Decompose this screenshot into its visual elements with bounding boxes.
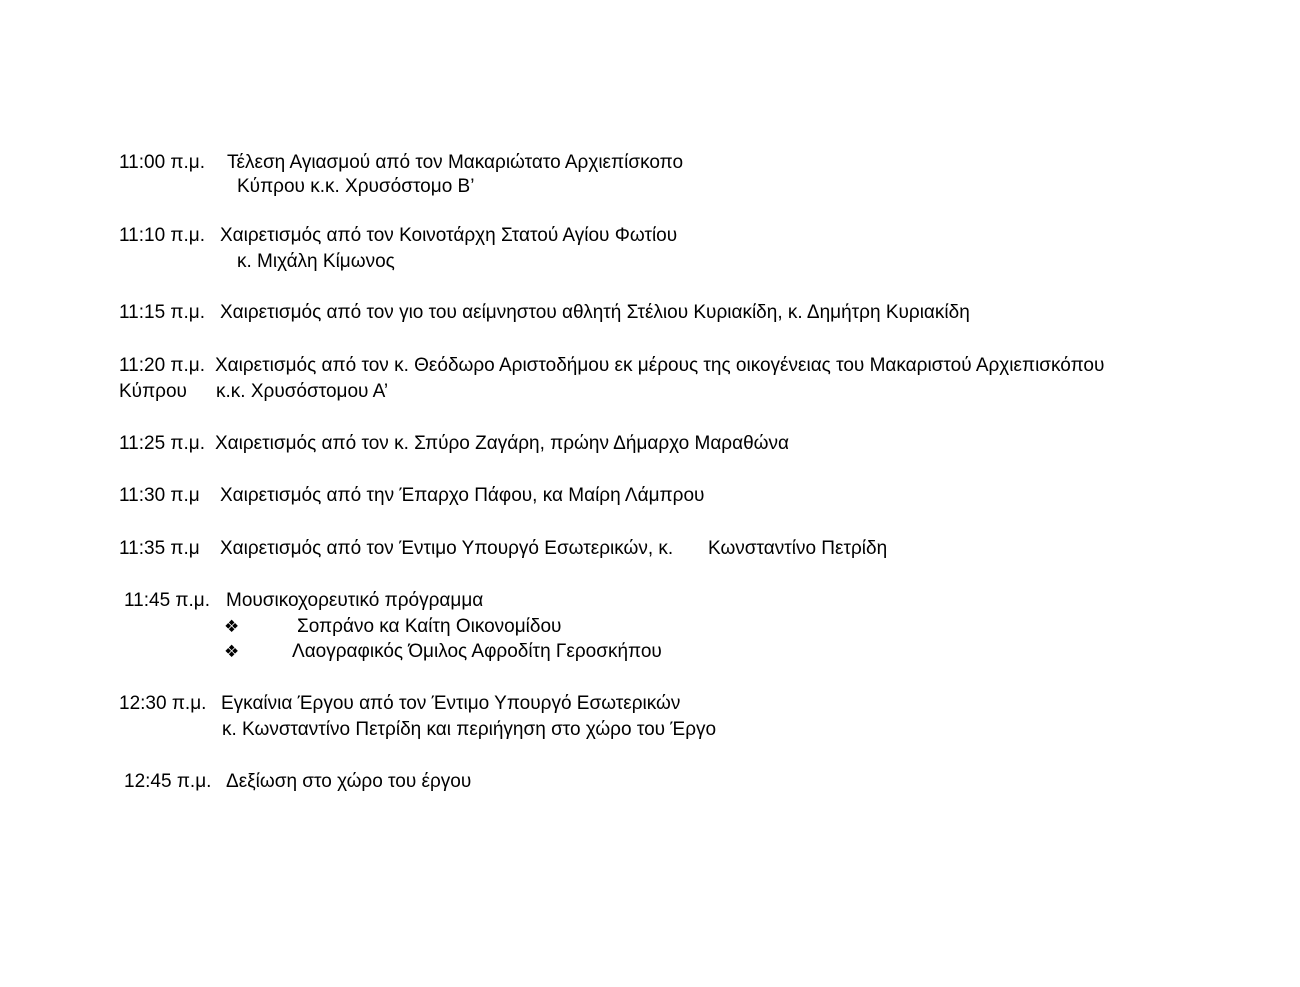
item-cont-1120-a: Κύπρου: [119, 381, 187, 402]
item-cont-1230: κ. Κωνσταντίνο Πετρίδη και περιήγηση στο χώρο του Έργο: [222, 719, 717, 740]
item-cont-1120-b: κ.κ. Χρυσόστομου Α’: [216, 381, 389, 402]
time-1125: 11:25 π.μ.: [119, 433, 206, 454]
item-text-1125: Χαιρετισμός από τον κ. Σπύρο Ζαγάρη, πρώην Δήμαρχο Μαραθώνα: [215, 433, 789, 454]
item-text-1145: Μουσικοχορευτικό πρόγραμμα: [226, 590, 484, 611]
time-1230: 12:30 π.μ.: [119, 693, 207, 714]
bullet-item-folklore: Λαογραφικός Όμιλος Αφροδίτη Γεροσκήπου: [292, 641, 662, 662]
time-1100: 11:00 π.μ.: [119, 152, 206, 173]
bullet-diamond-icon: ❖: [224, 617, 240, 636]
item-text-1100: Τέλεση Αγιασμού από τον Μακαριώτατο Αρχιεπίσκοπο: [227, 152, 684, 173]
time-1110: 11:10 π.μ.: [119, 225, 206, 246]
time-1130: 11:30 π.μ: [119, 485, 200, 506]
item-text-1135-name: Κωνσταντίνο Πετρίδη: [708, 538, 888, 559]
item-cont-1100: Κύπρου κ.κ. Χρυσόστομο Β’: [237, 176, 475, 197]
item-text-1120: Χαιρετισμός από τον κ. Θεόδωρο Αριστοδήμου εκ μέρους της οικογένειας του Μακαριστού Αρχιεπισκόπου: [215, 355, 1105, 376]
item-cont-1110: κ. Μιχάλη Κίμωνος: [237, 251, 395, 272]
item-text-1135: Χαιρετισμός από τον Έντιμο Υπουργό Εσωτερικών, κ.: [220, 538, 674, 559]
item-text-1110: Χαιρετισμός από τον Κοινοτάρχη Στατού Αγίου Φωτίου: [220, 225, 678, 246]
time-1115: 11:15 π.μ.: [119, 302, 206, 323]
item-text-1245: Δεξίωση στο χώρο του έργου: [226, 771, 472, 792]
bullet-item-soprano: Σοπράνο κα Καίτη Οικονομίδου: [297, 616, 562, 637]
bullet-diamond-icon: ❖: [224, 642, 240, 661]
time-1145: 11:45 π.μ.: [124, 590, 211, 611]
item-text-1130: Χαιρετισμός από την Έπαρχο Πάφου, κα Μαίρη Λάμπρου: [220, 485, 705, 506]
item-text-1115: Χαιρετισμός από τον γιο του αείμνηστου αθλητή Στέλιου Κυριακίδη, κ. Δημήτρη Κυριακίδη: [220, 302, 970, 323]
time-1120: 11:20 π.μ.: [119, 355, 206, 376]
item-text-1230: Εγκαίνια Έργου από τον Έντιμο Υπουργό Εσωτερικών: [221, 693, 681, 714]
time-1245: 12:45 π.μ.: [124, 771, 212, 792]
time-1135: 11:35 π.μ: [119, 538, 200, 559]
